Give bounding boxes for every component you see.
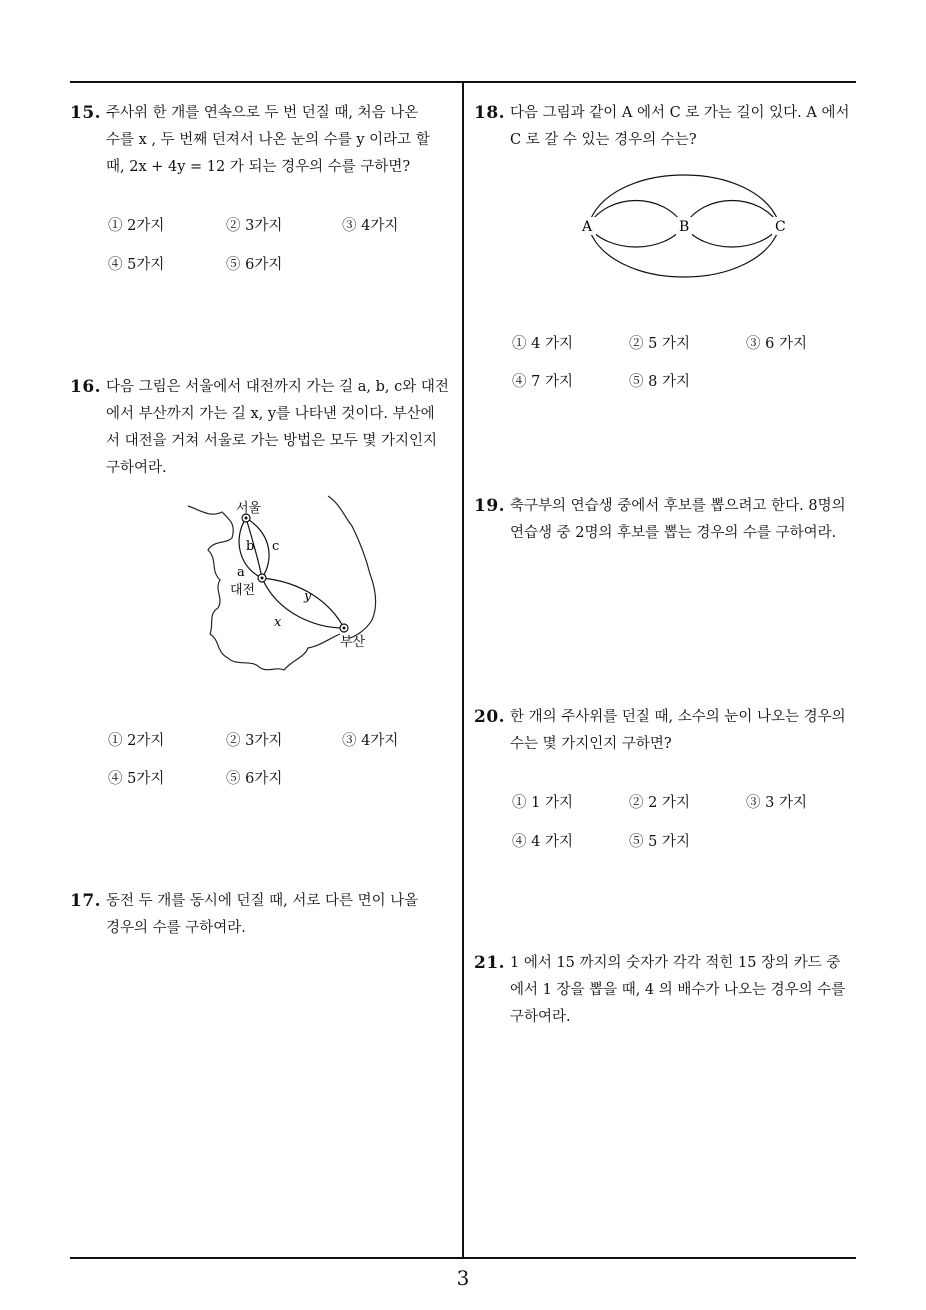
label-a: a — [237, 565, 245, 580]
question-line: 구하여라. — [510, 1009, 571, 1025]
option-3[interactable]: ③ 4가지 — [342, 733, 399, 749]
question-line: 때, 2x + 4y = 12 가 되는 경우의 수를 구하면? — [106, 159, 411, 175]
option-2[interactable]: ② 3가지 — [226, 218, 283, 234]
question-line: 서 대전을 거쳐 서울로 가는 방법은 모두 몇 가지인지 — [106, 433, 438, 449]
path-bc-bottom — [684, 226, 780, 247]
option-1[interactable]: ① 1 가지 — [512, 795, 573, 811]
question-line: 1 에서 15 까지의 숫자가 각각 적힌 15 장의 카드 중 — [510, 955, 841, 971]
label-daejeon: 대전 — [230, 583, 256, 598]
label-c: c — [272, 539, 280, 554]
option-5[interactable]: ⑤ 8 가지 — [629, 374, 690, 390]
option-2[interactable]: ② 5 가지 — [629, 336, 690, 352]
option-1[interactable]: ① 2가지 — [108, 733, 165, 749]
label-b: b — [246, 539, 255, 554]
node-a: A — [582, 219, 593, 235]
question-text — [510, 704, 860, 758]
question-number: 15. — [70, 103, 102, 123]
question-number: 19. — [474, 496, 506, 516]
option-1[interactable]: ① 4 가지 — [512, 336, 573, 352]
option-3[interactable]: ③ 6 가지 — [746, 336, 807, 352]
column-divider — [462, 82, 464, 1259]
question-text — [106, 374, 462, 482]
option-5[interactable]: ⑤ 5 가지 — [629, 834, 690, 850]
question-line: C 로 갈 수 있는 경우의 수는? — [510, 132, 697, 148]
path-ab-top — [588, 201, 684, 227]
question-line: 다음 그림은 서울에서 대전까지 가는 길 a, b, c와 대전 — [106, 379, 449, 395]
option-4[interactable]: ④ 7 가지 — [512, 374, 573, 390]
option-5[interactable]: ⑤ 6가지 — [226, 771, 283, 787]
question-number: 20. — [474, 707, 506, 727]
option-4[interactable]: ④ 5가지 — [108, 257, 165, 273]
path-ab-bottom — [588, 226, 684, 247]
question-line: 수는 몇 가지인지 구하면? — [510, 736, 672, 752]
question-text — [510, 100, 860, 154]
option-4[interactable]: ④ 4 가지 — [512, 834, 573, 850]
question-text — [106, 888, 462, 942]
question-line: 다음 그림과 같이 A 에서 C 로 가는 길이 있다. A 에서 — [510, 105, 850, 121]
question-line: 한 개의 주사위를 던질 때, 소수의 눈이 나오는 경우의 — [510, 709, 846, 725]
question-text — [510, 493, 860, 547]
question-line: 축구부의 연습생 중에서 후보를 뽑으려고 한다. 8명의 — [510, 498, 846, 514]
question-text — [510, 950, 860, 1031]
coastline-east — [328, 496, 376, 638]
question-number: 17. — [70, 891, 102, 911]
option-5[interactable]: ⑤ 6가지 — [226, 257, 283, 273]
korea-route-map — [180, 490, 420, 685]
option-3[interactable]: ③ 3 가지 — [746, 795, 807, 811]
question-number: 21. — [474, 953, 506, 973]
option-2[interactable]: ② 3가지 — [226, 733, 283, 749]
option-3[interactable]: ③ 4가지 — [342, 218, 399, 234]
question-line: 에서 1 장을 뽑을 때, 4 의 배수가 나오는 경우의 수를 — [510, 982, 846, 998]
coastline-west — [188, 506, 340, 670]
question-number: 16. — [70, 377, 102, 397]
question-line: 수를 x , 두 번째 던져서 나온 눈의 수를 y 이라고 할 — [106, 132, 430, 148]
page-number: 3 — [456, 1266, 470, 1290]
question-text — [106, 100, 462, 181]
bottom-rule — [70, 1257, 856, 1259]
label-x: x — [274, 615, 282, 630]
question-line: 에서 부산까지 가는 길 x, y를 나타낸 것이다. 부산에 — [106, 406, 435, 422]
option-2[interactable]: ② 2 가지 — [629, 795, 690, 811]
question-number: 18. — [474, 103, 506, 123]
node-c: C — [775, 219, 786, 235]
label-seoul: 서울 — [236, 501, 262, 516]
node-b: B — [679, 219, 690, 235]
question-line: 주사위 한 개를 연속으로 두 번 던질 때, 처음 나온 — [106, 105, 419, 121]
path-bc-top — [684, 201, 780, 227]
question-line: 경우의 수를 구하여라. — [106, 920, 246, 936]
option-4[interactable]: ④ 5가지 — [108, 771, 165, 787]
question-line: 구하여라. — [106, 460, 167, 476]
path-diagram — [578, 168, 790, 280]
question-line: 연습생 중 2명의 후보를 뽑는 경우의 수를 구하여라. — [510, 525, 837, 541]
option-1[interactable]: ① 2가지 — [108, 218, 165, 234]
label-y: y — [304, 589, 312, 604]
label-busan: 부산 — [340, 635, 366, 650]
question-line: 동전 두 개를 동시에 던질 때, 서로 다른 면이 나올 — [106, 893, 419, 909]
